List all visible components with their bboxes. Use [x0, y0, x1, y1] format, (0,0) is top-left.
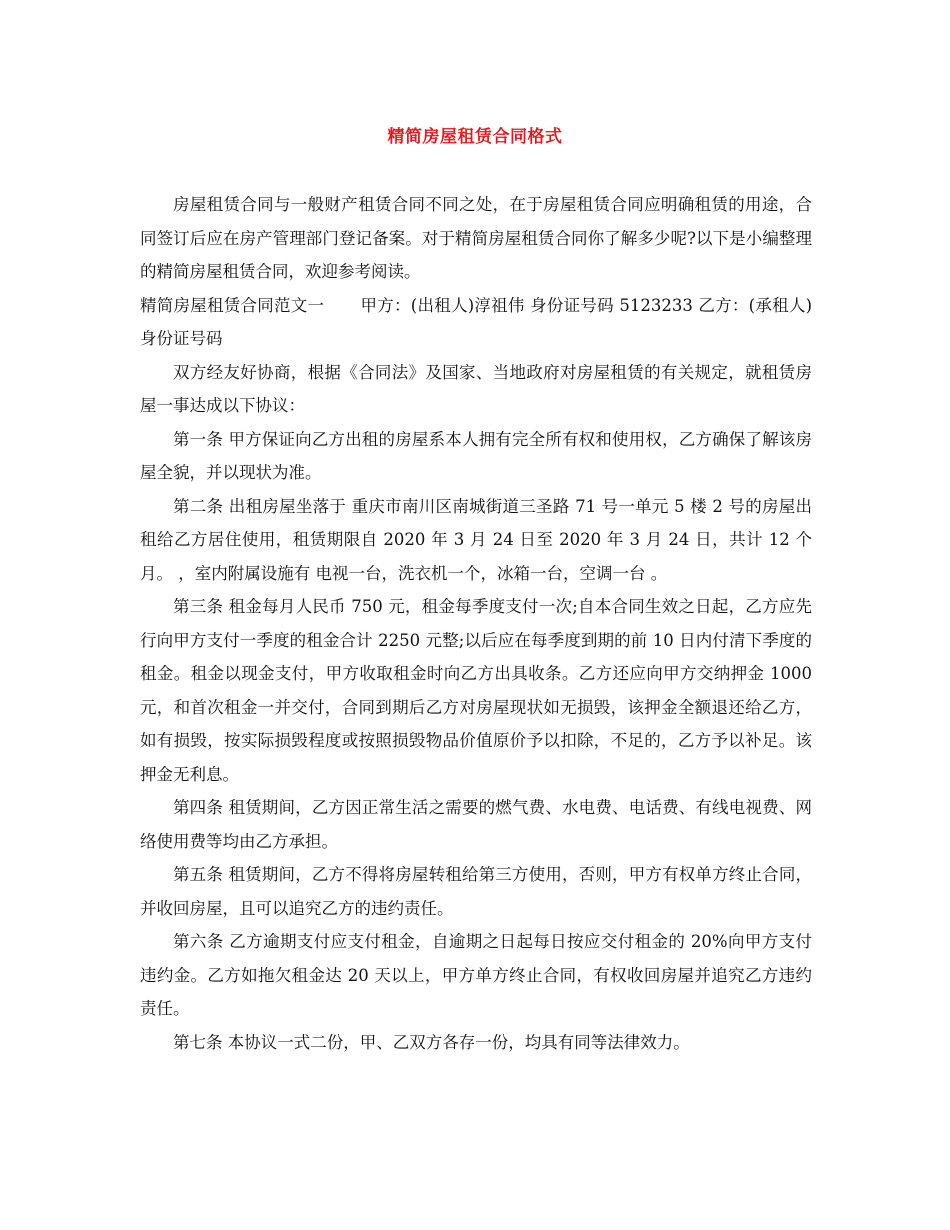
article-1: 第一条 甲方保证向乙方出租的房屋系本人拥有完全所有权和使用权，乙方确保了解该房屋全貌，并以现状为准。	[140, 429, 812, 482]
article-3: 第三条 租金每月人民币 750 元，租金每季度支付一次;自本合同生效之日起，乙方应先行向甲方支付一季度的租金合计 2250 元整;以后应在每季度到期的前 10 日内付清下季度的租金。租金以现金支付，甲方收取租金时向乙方出具收条。乙方还应向甲方交纳押金 1000 元，和首次租金一并交付，合同到期后乙方对房屋现状如无损毁，该押金全额退还给乙方，如有损毁，按实际损毁程度或按照损毁物品价值原价予以扣除，不足的，乙方予以补足。该押金无利息。	[140, 597, 812, 784]
article-2: 第二条 出租房屋坐落于 重庆市南川区南城街道三圣路 71 号一单元 5 楼 2 号的房屋出租给乙方居住使用，租赁期限自 2020 年 3 月 24 日至 2020 年 3 月 24 日，共计 12 个月。 ，室内附属设施有 电视一台，洗衣机一个，冰箱一台，空调一台 。	[140, 496, 812, 583]
parties-text: 甲方：(出租人)淳祖伟 身份证号码 5123233 乙方：(承租人) 身份证号码	[140, 295, 813, 348]
document-body	[140, 188, 812, 1059]
article-6: 第六条 乙方逾期支付应支付租金，自逾期之日起每日按应交付租金的 20%向甲方支付违约金。乙方如拖欠租金达 20 天以上，甲方单方终止合同，有权收回房屋并追究乙方违约责任。	[140, 932, 812, 1018]
parties-line	[140, 289, 812, 356]
article-7: 第七条 本协议一式二份，甲、乙双方各存一份，均具有同等法律效力。	[173, 1032, 690, 1052]
preamble-paragraph: 双方经友好协商，根据《合同法》及国家、当地政府对房屋租赁的有关规定，就租赁房屋一事达成以下协议：	[140, 362, 812, 415]
document-title: 精简房屋租赁合同格式	[387, 127, 563, 147]
article-5: 第五条 租赁期间，乙方不得将房屋转租给第三方使用，否则，甲方有权单方终止合同，并收回房屋，且可以追究乙方的违约责任。	[140, 865, 812, 918]
sample-heading: 精简房屋租赁合同范文一	[140, 295, 325, 315]
article-4: 第四条 租赁期间，乙方因正常生活之需要的燃气费、水电费、电话费、有线电视费、网络使用费等均由乙方承担。	[140, 798, 812, 851]
intro-paragraph: 房屋租赁合同与一般财产租赁合同不同之处，在于房屋租赁合同应明确租赁的用途，合同签订后应在房产管理部门登记备案。对于精简房屋租赁合同你了解多少呢?以下是小编整理的精简房屋租赁合同，欢迎参考阅读。	[140, 195, 812, 281]
